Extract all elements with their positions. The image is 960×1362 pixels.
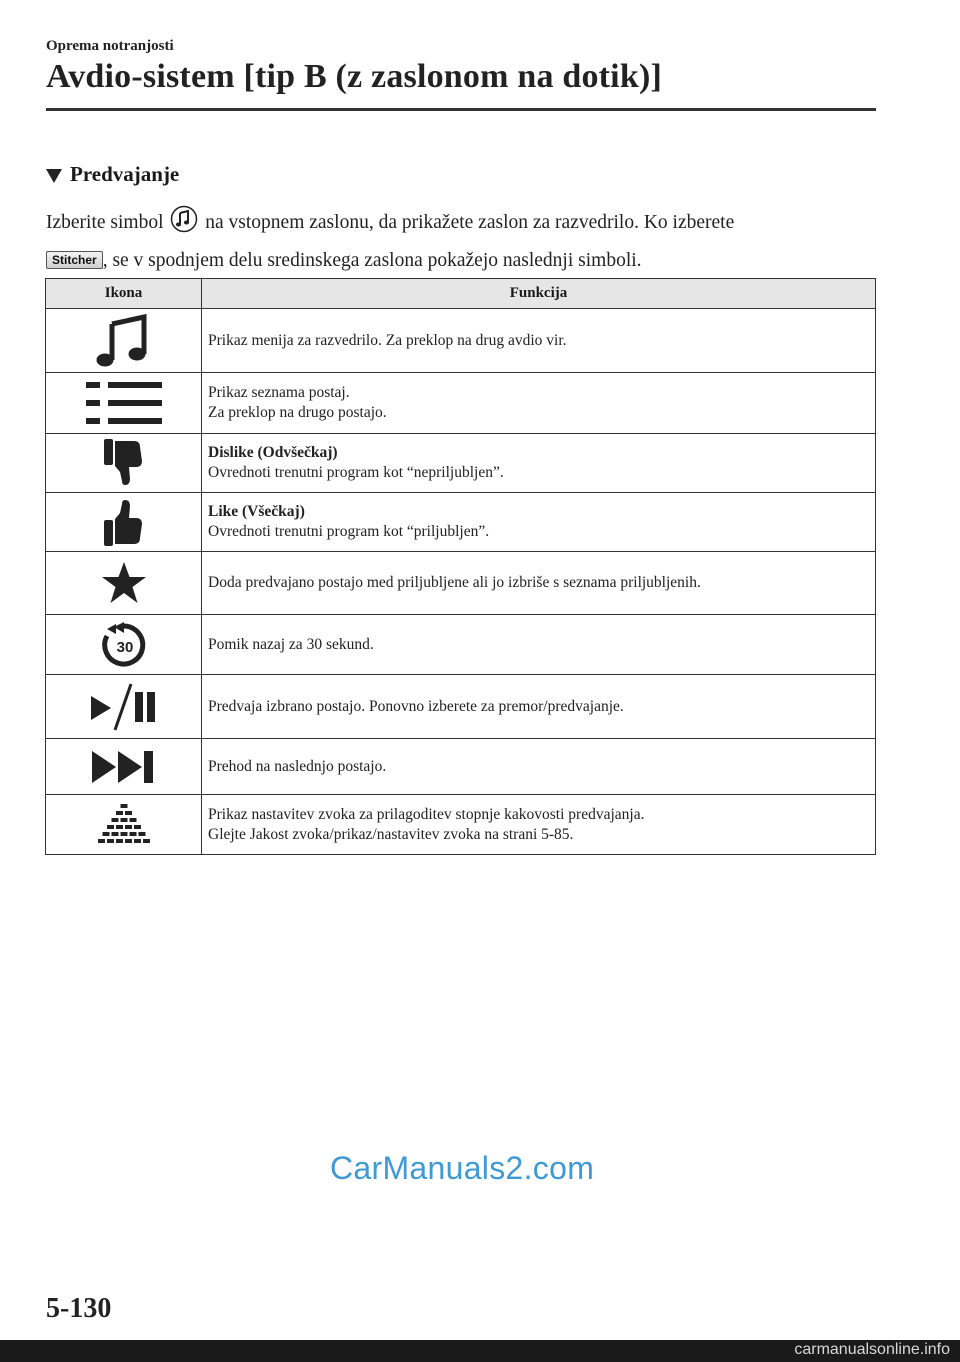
sound-settings-icon — [96, 802, 152, 848]
table-row — [46, 675, 876, 739]
play-pause-icon — [91, 682, 157, 732]
equalizer-segment — [134, 839, 141, 843]
function-text: Prikaz nastavitev zvoka za prilagoditev stopnje kakovosti predvajanja. — [208, 805, 645, 823]
function-text: Ovrednoti trenutni program kot “nepriljubljen”. — [208, 464, 504, 481]
function-text: Ovrednoti trenutni program kot “priljubljen”. — [208, 523, 490, 540]
equalizer-segment — [125, 839, 132, 843]
thumbs-down-icon — [104, 439, 144, 487]
title-rule — [46, 108, 876, 111]
intro-paragraph — [46, 204, 876, 277]
equalizer-segment — [98, 839, 105, 843]
rewind-30-icon — [101, 622, 147, 668]
table-row — [46, 434, 876, 493]
equalizer-segment — [129, 832, 136, 836]
function-text: Prikaz seznama postaj. — [208, 384, 350, 401]
function-text: Predvaja izbrano postajo. Ponovno izberete za premor/predvajanje. — [208, 697, 624, 715]
triangle-down-icon — [46, 169, 62, 183]
equalizer-segment — [102, 832, 109, 836]
equalizer-segment — [143, 839, 150, 843]
equalizer-segment — [134, 825, 141, 829]
subsection-heading — [46, 162, 179, 187]
function-title: Like (Všečkaj) — [208, 503, 305, 520]
equalizer-segment — [111, 818, 118, 822]
equalizer-segment — [116, 839, 123, 843]
column-header-icon: Ikona — [46, 279, 202, 309]
table-row — [46, 493, 876, 552]
skip-next-icon — [92, 749, 156, 785]
star-icon — [101, 561, 147, 605]
intro-text-1: Izberite simbol — [46, 212, 164, 233]
music-note-icon — [170, 204, 198, 245]
equalizer-segment — [120, 804, 127, 808]
rewind-30-label: 30 — [116, 638, 133, 656]
watermark: CarManuals2.com — [330, 1150, 595, 1186]
table-row — [46, 795, 876, 855]
footer-site-label: carmanualsonline.info — [794, 1341, 950, 1358]
table-row — [46, 373, 876, 434]
equalizer-segment — [138, 832, 145, 836]
music-note-icon — [94, 314, 154, 368]
function-text: Za preklop na drugo postajo. — [208, 404, 387, 421]
table-header-row — [46, 279, 876, 309]
table-row — [46, 739, 876, 795]
page-title: Avdio-sistem [tip B (z zaslonom na dotik)] — [46, 58, 662, 95]
station-list-icon — [86, 380, 162, 426]
intro-text-3: , se v spodnjem delu sredinskega zaslona pokažejo naslednji simboli. — [102, 250, 642, 271]
equalizer-segment — [107, 825, 114, 829]
page-number: 5-130 — [46, 1293, 112, 1324]
section-label: Oprema notranjosti — [46, 38, 174, 54]
stitcher-badge: Stitcher — [46, 251, 103, 269]
equalizer-segment — [125, 825, 132, 829]
table-row — [46, 309, 876, 373]
equalizer-segment — [120, 818, 127, 822]
function-text: Prikaz menija za razvedrilo. Za preklop na drug avdio vir. — [208, 331, 567, 349]
function-text: Pomik nazaj za 30 sekund. — [208, 635, 374, 653]
equalizer-segment — [116, 811, 123, 815]
equalizer-segment — [129, 818, 136, 822]
function-text: Prehod na naslednjo postajo. — [208, 757, 387, 775]
function-title: Dislike (Odvšečkaj) — [208, 444, 338, 461]
thumbs-up-icon — [104, 498, 144, 546]
icon-function-table — [45, 278, 876, 855]
intro-text-2: na vstopnem zaslonu, da prikažete zaslon za razvedrilo. Ko izberete — [205, 212, 735, 233]
equalizer-segment — [125, 811, 132, 815]
function-text: Doda predvajano postajo med priljubljene ali jo izbriše s seznama priljubljenih. — [208, 574, 701, 591]
function-text: Glejte Jakost zvoka/prikaz/nastavitev zvoka na strani 5-85. — [208, 825, 574, 843]
subsection-title: Predvajanje — [70, 162, 180, 186]
equalizer-segment — [120, 832, 127, 836]
table-row — [46, 615, 876, 675]
equalizer-segment — [107, 839, 114, 843]
table-row — [46, 552, 876, 615]
equalizer-segment — [116, 825, 123, 829]
column-header-function: Funkcija — [202, 279, 876, 309]
equalizer-segment — [111, 832, 118, 836]
